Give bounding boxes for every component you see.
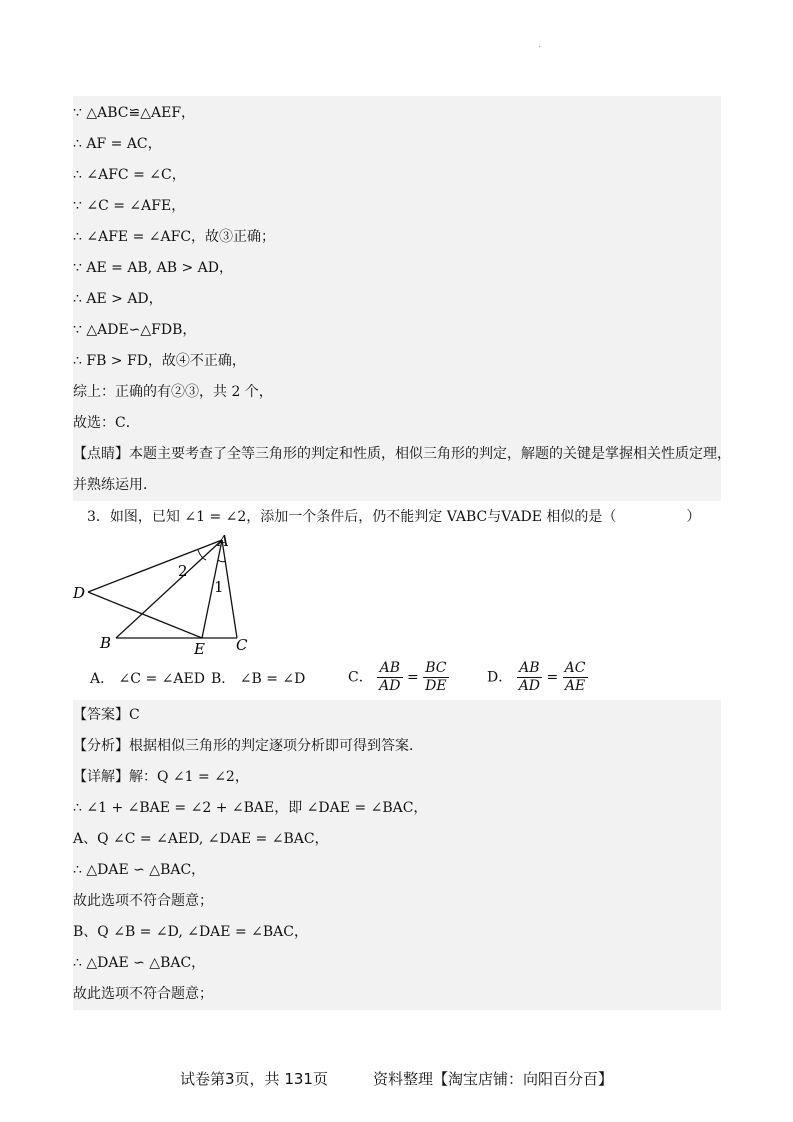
answer-line: 故此选项不符合题意； <box>73 986 213 1002</box>
option-a: A． ∠C = ∠AED <box>90 671 205 687</box>
fraction-numerator: AB <box>377 660 402 678</box>
answer-line: ∴ △DAE ∽ △BAC， <box>73 955 206 971</box>
option-b: B． ∠B = ∠D <box>211 671 306 687</box>
answer-line: B、Q ∠B = ∠D, ∠DAE = ∠BAC， <box>73 924 308 940</box>
option-c <box>348 660 449 695</box>
answer-line: 【分析】根据相似三角形的判定逐项分析即可得到答案． <box>73 738 423 754</box>
fraction-denominator: DE <box>425 678 447 694</box>
fraction-numerator: BC <box>423 660 448 678</box>
label-angle-2: 2 <box>178 562 188 580</box>
solution-line: ∴ ∠AFE = ∠AFC，故③正确； <box>73 229 276 245</box>
solution-line: ∴ AF = AC， <box>73 136 162 152</box>
solution-line: 【点睛】本题主要考查了全等三角形的判定和性质，相似三角形的判定，解题的关键是掌握相关性质定理， <box>73 446 731 462</box>
fraction <box>563 660 588 695</box>
solution-line: ∵ AE = AB, AB > AD， <box>73 260 233 276</box>
solution-line: ∵ △ABC≌△AEF， <box>73 105 196 121</box>
label-angle-1: 1 <box>214 578 224 596</box>
equals-sign: = <box>406 669 419 686</box>
label-B: B <box>100 634 112 652</box>
answer-block <box>73 700 721 1010</box>
option-d <box>487 660 588 695</box>
answer-line: 【详解】解：Q ∠1 = ∠2， <box>73 769 249 785</box>
label-D: D <box>73 584 86 602</box>
question-text: 3．如图，已知 ∠1 = ∠2，添加一个条件后，仍不能判定 VABC与VADE 相似的是（ ） <box>87 509 701 525</box>
solution-line: ∴ AE > AD， <box>73 291 163 307</box>
solution-line: ∵ ∠C = ∠AFE， <box>73 198 186 214</box>
solution-line: ∴ FB > FD，故④不正确， <box>73 353 246 369</box>
solution-line: 综上：正确的有②③，共 2 个， <box>73 384 273 400</box>
solution-line: ∴ ∠AFC = ∠C， <box>73 167 186 183</box>
fraction-denominator: AE <box>564 678 586 694</box>
answer-line: 故此选项不符合题意； <box>73 893 213 909</box>
segment-AC <box>222 540 237 638</box>
solution-line: 并熟练运用． <box>73 477 157 493</box>
fraction <box>423 660 448 695</box>
option-c-prefix: C． <box>348 669 373 686</box>
answer-line: ∴ △DAE ∽ △BAC， <box>73 862 206 878</box>
segment-DE <box>88 592 202 638</box>
fraction <box>517 660 542 695</box>
answer-line: ∴ ∠1 + ∠BAE = ∠2 + ∠BAE，即 ∠DAE = ∠BAC， <box>73 800 428 816</box>
top-mark: . <box>538 40 541 50</box>
label-C: C <box>236 636 248 654</box>
label-E: E <box>194 640 205 658</box>
equals-sign: = <box>546 669 559 686</box>
option-d-prefix: D． <box>487 669 513 686</box>
fraction-denominator: AD <box>518 678 541 694</box>
solution-block-top <box>73 96 731 501</box>
answer-line: A、Q ∠C = ∠AED, ∠DAE = ∠BAC， <box>73 831 329 847</box>
answer-line: 【答案】C <box>73 707 140 723</box>
triangle-figure <box>70 530 270 660</box>
fraction <box>377 660 402 695</box>
segment-AB <box>116 540 222 638</box>
solution-line: ∵ △ADE∽△FDB， <box>73 322 197 338</box>
solution-line: 故选：C． <box>73 415 140 431</box>
segment-DA <box>88 540 222 592</box>
fraction-denominator: AD <box>379 678 401 694</box>
fraction-numerator: AC <box>564 660 586 676</box>
fraction-numerator: AB <box>517 660 542 678</box>
page-footer: 试卷第3页，共 131页 资料整理【淘宝店铺：向阳百分百】 <box>180 1070 613 1088</box>
label-A: A <box>218 532 229 550</box>
